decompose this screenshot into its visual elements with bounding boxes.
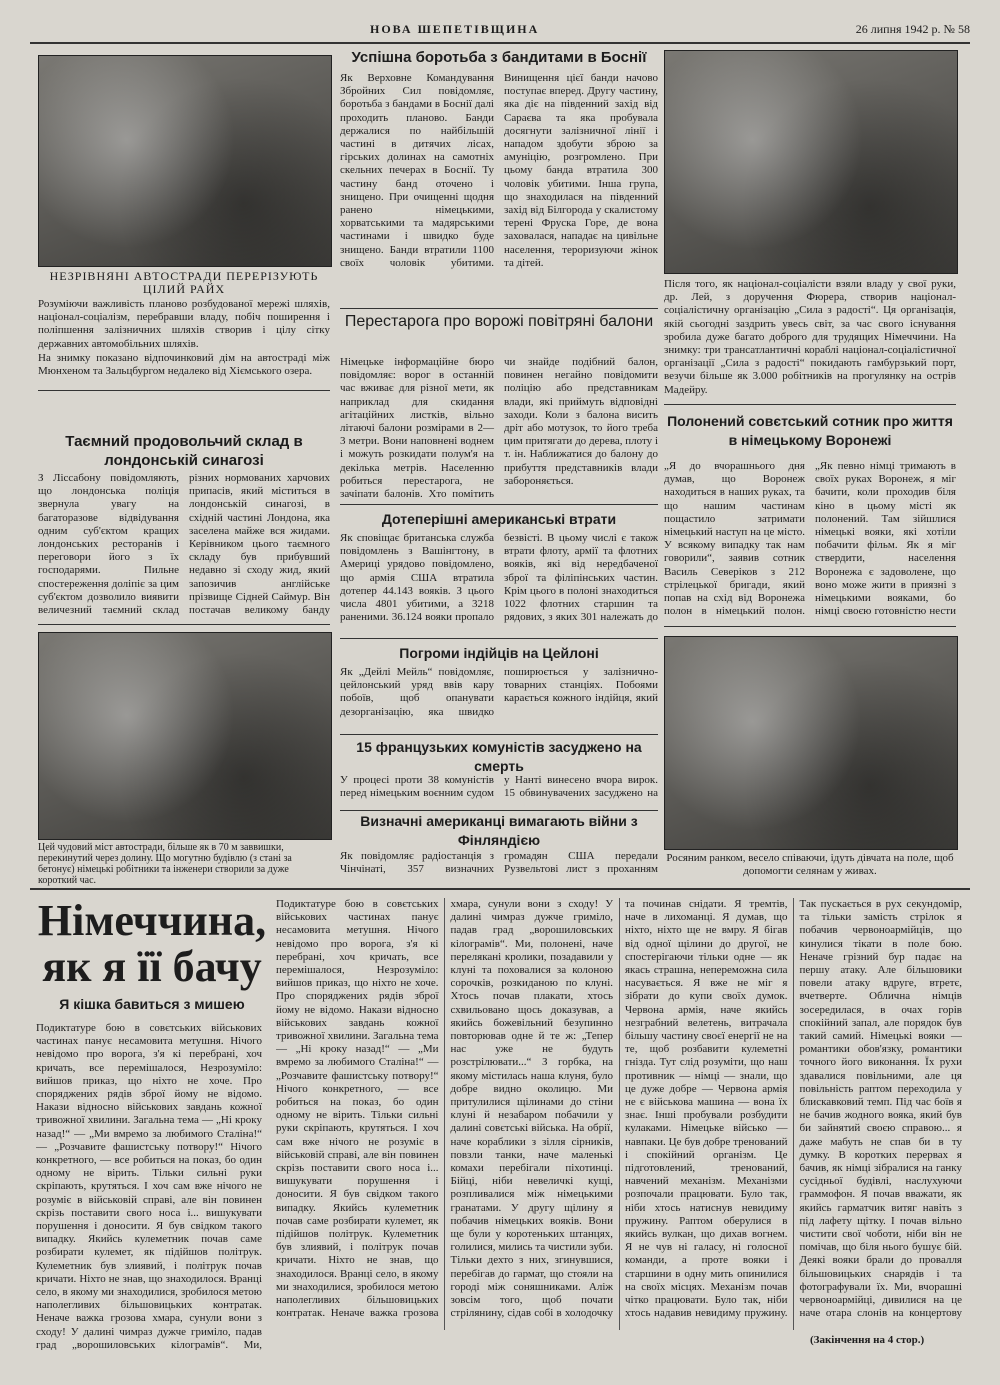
divider bbox=[38, 390, 330, 391]
newspaper-name: НОВА ШЕПЕТІВЩИНА bbox=[370, 22, 540, 36]
page-header bbox=[30, 22, 970, 40]
autostrada-photo-note: На знимку показано відпочинковий дім на автостраді між Мюнхеном та Зальцбургом недалеко від Хіємського озера. bbox=[38, 352, 330, 378]
main-story-subtitle: Я кішка бавиться з мишею bbox=[59, 996, 245, 1012]
soviet-body: „Я до вчорашнього дня думав, що Воронеж находиться в наших руках, та що нашим частинам пощастило затримати німецький наступ на це місто. У всякому випадку так нам говорили“, заявив сотник Василь Северіков з 212 стрілецької бригади, який попав на схід від Воронежа полон в німецький полон. „Як певно німці тримають в своїх руках Воронеж, я міг бачити, коли проходив біля кіно в цьому місті як полонений. Там зійшлися німецькі вояки, які хотіли побачити фільм. Як я міг ствердити, населення Воронежа є задоволене, що воно може жити в приязні з німецькими вояками, бо німці своєю готовністю нести bbox=[664, 460, 956, 618]
bridge-caption: Цей чудовий міст автостради, більше як в 70 м заввишки, перекинутий через долину. Що могутню будівлю (з стані за бетонує) німецькі робітники та інженери створили за дуже короткий час. bbox=[38, 842, 292, 886]
ceylon-title: Погроми індійців на Цейлоні bbox=[399, 645, 599, 661]
divider bbox=[664, 404, 956, 405]
ships-caption: Після того, як націонал-соціалісти взяли владу у свої руки, др. Лей, з доручення Фюрера, створив націонал-соціалістичну організацію „Сила з радості“. Ця організація, якій сьогодні заздрить увесь світ, за час свого існування зробила дуже багато доброго для трудящих Німеччини. На знимку: три трансатлантичні кораблі націонал-соціалістичної організації „Сила з радості“ покидають гамбурзький порт, везучи більше як 3.000 робітників на прогулянку на острів Мадейру. bbox=[664, 278, 956, 396]
bridge-photo bbox=[38, 632, 332, 840]
communists-body: У процесі проти 38 комуністів перед німецьким воєнним судом у Нанті винесено вчора вирок. 15 обвинувачених засуджено на bbox=[340, 774, 658, 800]
balloons-title: Перестарога про ворожі повітряні балони bbox=[344, 313, 654, 330]
header-rule bbox=[30, 42, 970, 44]
continued-note: (Закінчення на 4 стор.) bbox=[810, 1334, 925, 1346]
autostrada-photo bbox=[38, 55, 332, 267]
ceylon-body: Як „Дейлі Мейль“ повідомляє, цейлонський уряд ввів кару побоїв, щоб опанувати дезорганізацію, яка швидко поширюється у залізнично-товарних станціях. Побоями карається кожного індійця, який bbox=[340, 666, 658, 718]
communists-title: 15 французьких комуністів засуджено на смерть bbox=[356, 739, 642, 774]
divider bbox=[664, 626, 956, 627]
divider bbox=[340, 810, 658, 811]
ships-photo bbox=[664, 50, 958, 274]
girls-photo bbox=[664, 636, 958, 850]
main-story-lead bbox=[36, 1022, 262, 1350]
autostrada-body: Розуміючи важливість планово розбудованої мережі шляхів, націонал-соціалізм, перебравши владу, побіч поширення і поліпшення залізничних шляхів створив і цілу сітку державних автомобільних шляхів. bbox=[38, 298, 330, 350]
finland-title: Визначні американці вимагають війни з Фінляндією bbox=[360, 813, 638, 848]
autostrada-title: НЕЗРІВНЯНІ АВТОСТРАДИ ПЕРЕРІЗУЮТЬ ЦІЛИЙ РАЙХ bbox=[49, 269, 319, 296]
section-rule bbox=[30, 888, 970, 890]
girls-caption: Росяним ранком, весело співаючи, ідуть дівчата на поле, щоб допомогти селянам у живах. bbox=[666, 852, 954, 877]
losses-body: Як сповіщає британська служба повідомлень з Вашінгтону, в Америці урядово повідомлено, що армія США втратила дотепер 44.143 вояків. З цього числа 4801 убитими, а 3218 раненими. 36.124 вояки пропало безвісті. В цьому числі є також втрати флоту, армії та флотних вояків, які від нередбаченої зброї та філіпінських частин. Крім цього в полоні знаходиться 1022 флотних старшин та рядових, з яких 301 належать до bbox=[340, 532, 658, 624]
main-story-lead-text: Подиктатуре бою в совєтських військових частинах панує несамовита метушня. Нічого невідомо про ворога, з'я кі перебрані, хоч кричать, все перемішалося, Незрозуміло: вийшов приказ, що ніхто не хоче. Про споряджених рядів зброї йому не відомо. Накази відносно військових завдань кожної тривожної хвилини. Загальна тема — „Ні кроку назад!“ — „Ми вмремо за любимого Сталіна!“ — „Розчавите фашистську потвору!“ Нічого конкретного, — все робиться на показ, бо один одному не вірить. Тільки сильні руки скріпають, крутяться. І хоч сам вже нічого не розуміє в військовій справі, але він повинен скрізь поставити свого носа і... вишукувати порушення і доносити. Я був свідком такого випадку. Якийсь кулеметник почав саме розбирати кулемет, як підійшов політрук. Кулеметник був злиявий, і політрук почав кричати. Ніхто не знав, що знаходилося. Вранці село, в якому ми знаходилися, зробилося метою наполегливих більшовицьких контратак. Неначе важка грозова хмара, сунули вони з сходу! У далині чимраз дужче гриміло, падав град „ворошиловських кілограмів“. Ми, bbox=[36, 1022, 262, 1350]
divider bbox=[38, 624, 330, 625]
balloons-body: Німецьке інформаційне бюро повідомляє: ворог в останній час вживає для різної мети, як наприклад для скидання агітаційних листків, вільно літаючі балони розмірами в 2—3 метри. Вони наповнені воднем і можуть розкидати полум'я на декілька метрів. Населенню робиться перестарога, не зачіпати балонів. Хто помітить чи знайде подібний балон, повинен негайно повідомити поліцію або представникам влади, які приймуть відповідні заходи. Коли з балона висить дріт або мотузок, то його треба цим притягати до дерева, плоту і т. ін. Наближатися до балону до прибуття представників влади забороняється. bbox=[340, 356, 658, 501]
finland-body: Як повідомляє радіостанція з Чінчінаті, 357 визначних громадян США передали Рузвельтові лист з проханням bbox=[340, 850, 658, 876]
divider bbox=[340, 734, 658, 735]
soviet-title: Полонений совєтський сотник про життя в німецькому Воронежі bbox=[667, 413, 953, 448]
losses-title: Дотеперішні американські втрати bbox=[381, 511, 617, 527]
warehouse-title: Таємний продовольчий склад в лондонській синагозі bbox=[65, 433, 303, 469]
bosnia-title: Успішна боротьба з бандитами в Боснії bbox=[351, 49, 647, 66]
bosnia-body: Як Верховне Командування Збройних Сил повідомляє, боротьба з бандами в Боснії далі проходить планово. Банди держалися по найбільшій частині в дитячих лісах, гірських долинах на самотніх скельних печерах в Боснії. Ту частину банд оточено і знищено. При очищенні щодня ранено німецькими, хорватськими та мадярськими частинами і швидко буде знищено. Банди втратили 1100 своїх чоловік убитими. Винищення цієї банди начово поступає вперед. Другу частину, яка діє на південний захід від Сараєва та яка пробувала досягнути залізничної лінії і нападом здобути зброю за амуніцію, розгромлено. При цьому банда втратила 300 чоловік убитими. Інша група, що знаходилася на південний захід від Білгорода у скалистому терені Фруска Горе, де вона заховалася, нападає на цивільне населення, тероризуючи жінок та дітей. bbox=[340, 72, 658, 269]
divider bbox=[340, 638, 658, 639]
divider bbox=[340, 308, 658, 309]
issue-date: 26 липня 1942 р. № 58 bbox=[855, 22, 970, 36]
warehouse-body: З Ліссабону повідомляють, що лондонська поліція звернула увагу на багаторазове відвідування одним суб'єктом кращих лондонських ресторанів і переговори його з їх господарями. Пильне спостереження доліпіє за цим суб'єктом дозволило виявити величезний таємний склад різних нормованих харчових припасів, який міститься в лондонській синагозі, в східній частині Лондона, яка заселена майже вся жидами. Керівником цього таємного складу був прибувший недавно зі сходу жид, який запозичив англійське прізвище Сідней Саймур. Він постачав великому банду bbox=[38, 472, 330, 617]
main-story-body: Подиктатуре бою в совєтських військових частинах панує несамовита метушня. Нічого невідомо про ворога, з'я кі перебрані, хоч кричать, все перемішалося, Незрозуміло: вийшов приказ, що ніхто не хоче. Про споряджених рядів зброї йому не відомо. Накази відносно військових завдань кожної тривожної хвилини. Загальна тема — „Ні кроку назад!“ — „Ми вмремо за любимого Сталіна!“ — „Розчавите фашистську потвору!“ Нічого конкретного, — все робиться на показ, бо один одному не вірить. Тільки сильні руки скріпають, крутяться. І хоч сам вже нічого не розуміє в військовій справі, але він повинен скрізь поставити свого носа і... вишукувати порушення і доносити. Я був свідком такого випадку. Якийсь кулеметник почав саме розбирати кулемет, як підійшов політрук. Кулеметник був злиявий, і політрук почав кричати. Ніхто не знав, що знаходилося. Вранці село, в якому ми знаходилися, зробилося метою наполегливих більшовицьких контратак. Неначе важка грозова хмара, сунули вони з сходу! У далині чимраз дужче гриміло, падав град „ворошиловських кілограмів“. Ми, полонені, наче перелякані кролики, позадавили у клуні та поховалися за колоною сорочків, розкиданою по клуні. Хтось почав плакати, хтось схвильовано щось доказував, а якийсь божевільний безупинно повторював одне й те ж: „Тепер нас уже не будуть розстрілювати...“ З горбка, на якому містилась наша клуня, було добре видно околицю. Ми притулилися щілинами до стіни клуні й незабаром побачили у далині совєтські війська. На обрії, наче кораблики з зілля сірників, повзли танки, наче маленькі комахи перебігали піхотинці. Бійці, ніби невеличкі кущі, розпливалися між німецькими гранатами. У другу щілину я побачив німецьких вояків. Вони ще були у коротеньких штанцях, голилися, мились та чистили зуби. Тільки дехто з них, згинувшися, перебігав до гармат, що стояли на городі між соняшниками. Аліж зовсім того, щоб почати стрілянину, сідав собі в холодочку та починав снідати. Я тремтів, наче в лихоманці. Я думав, що ніхто, ніхто ще не вмру. Я бігав від одної щілини до другої, не спостерігаючи тільки одне — як якась страшна, непереможна сила насувається. Я вже не міг я зібрати до купи своїх думок. Червона армія, наче якийсь незграбний велетень, витрачала більшу частину своєї енергії не на те, щоб розбавити кулеметні гнізда. Тут слід розуміти, що наш противник — німці — знали, що це дуже добре — Червона армія не є військова машина — вона їх знає. Інші пробували розбудити кулаками. Німецьке військо — навпаки. Це був добре тренований і спокійний організм. Це підготовлений, тренований, навчений механізм. Механізми розпочали працювати. Було так, ніби хтось натиснув невидиму пружину. Раптом оберулися в якийсь вулкан, що дихав вогнем. Я не чув ні галасу, ні голосної команди, а проте вояки і старшини в одну мить опинилися на своїх місцях. Механізм почав чітко працювати. Було так, ніби хтось надавив невидиму пружину. Так пускається в рух секундомір, та тільки замість стрілок я побачив червоноармійців, що кинулися тікати в поле бою. Неначе грізний бур падає на першу атаку. Але більшовики повели атаку вдруге, втретє, вчетверте. Облична німців зосередилася, в очах горів спокійний запал, але порядок був такий самий. Німецькі вояки — романтики обов'язку, романтики точного його виконання. Їх рухи здавалися повільними, але ця повільність раптом переходила у блискавковий темп. Під час боїв я не бачив жодного вояка, який був би зайнятий своєю справою... я даже мабуть не спав би в ту думку. В коротких перервах я бачив, як німці зібралися на ганку сусідньої будівлі, наслухуючи граммофон. Я почав вважати, як якийсь гарматчик витяг навіть з під лафету щітку. І почав вільно чистити свої чоботи, ніби він не помічав, що біля нього бушує бій. Деякі вояки брали до провалля більшовицьких снарядів і та фотографували їх. Ми, вчорашні червоноармійці, дивилися на це наче отара слонів на концертову bbox=[276, 898, 962, 1320]
main-story-title: Німеччина, як я її бачу bbox=[37, 896, 267, 991]
divider bbox=[340, 504, 658, 505]
